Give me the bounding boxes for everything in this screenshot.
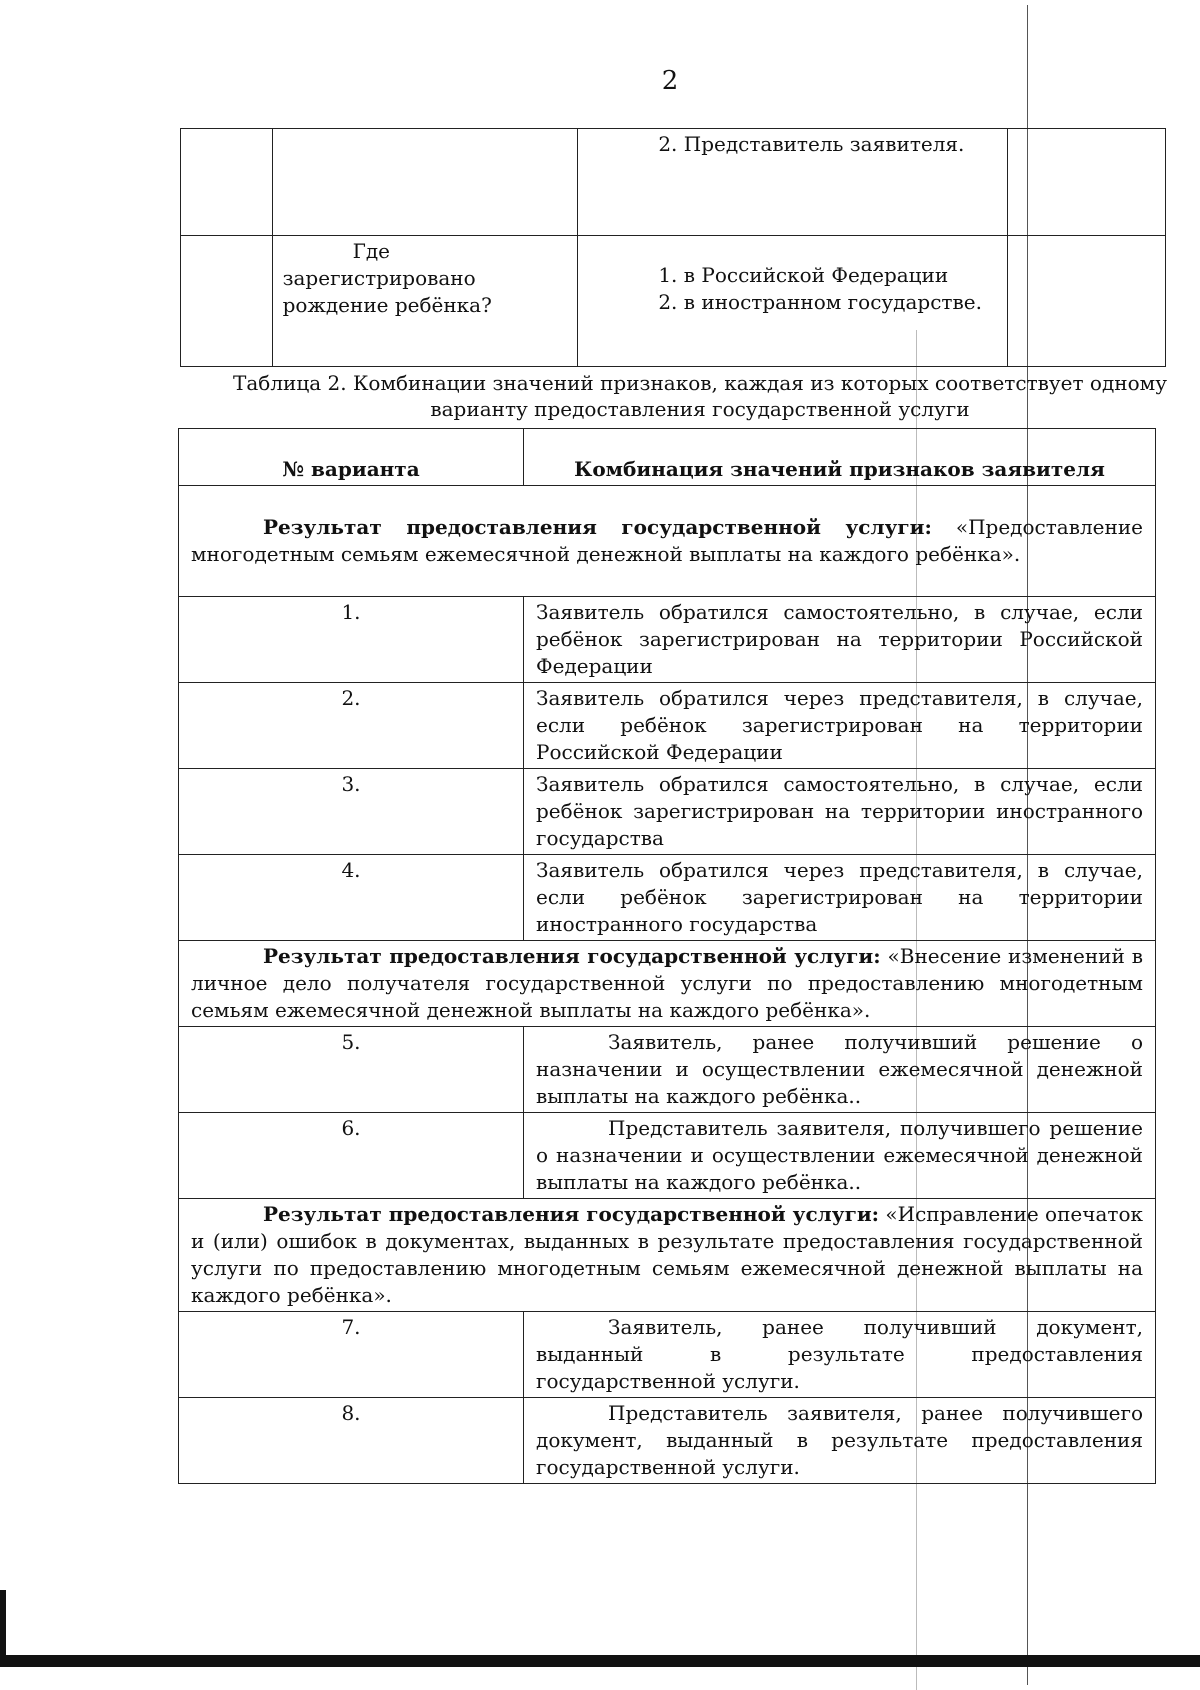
attribute-question (272, 129, 578, 236)
result-text: «Исправление опечаток и (или) ошибок в документах, выданных в результате предоставления государственной услуги по предоставлению многодетным семьям ежемесячной денежной выплаты на каждого ребёнка». (191, 1202, 1143, 1307)
result-cell (179, 941, 1156, 1027)
variant-number: 3. (179, 769, 524, 855)
variant-description: Заявитель обратился через представителя, в случае, если ребёнок зарегистрирован на территории Российской Федерации (536, 686, 1143, 764)
variant-description: Представитель заявителя, ранее получившего документ, выданный в результате предоставления государственной услуги. (536, 1401, 1143, 1479)
scan-artifact-left-border (0, 1590, 6, 1660)
variant-description-cell (524, 1113, 1156, 1199)
variant-number: 7. (179, 1312, 524, 1398)
variants-table (178, 428, 1156, 1484)
table-caption: Таблица 2. Комбинации значений признаков, каждая из которых соответствует одному варианту предоставления государственной услуги (233, 371, 1167, 421)
variant-description: Заявитель обратился самостоятельно, в случае, если ребёнок зарегистрирован на территории Российской Федерации (536, 600, 1143, 678)
variant-row (179, 1113, 1156, 1199)
variant-row (179, 1027, 1156, 1113)
attribute-value: 1. в Российской Федерации (658, 263, 949, 287)
variant-number: 2. (179, 683, 524, 769)
attribute-question (272, 236, 578, 367)
table-cell (1007, 236, 1165, 367)
variant-row (179, 855, 1156, 941)
variant-description: Заявитель, ранее получивший документ, выданный в результате предоставления государственной услуги. (536, 1315, 1143, 1393)
result-row (179, 486, 1156, 597)
attribute-values (578, 129, 1007, 236)
table-row (181, 129, 1166, 236)
result-label: Результат предоставления государственной услуги: (263, 1202, 880, 1226)
table-cell (181, 236, 273, 367)
table-cell (1007, 129, 1165, 236)
table-cell (181, 129, 273, 236)
attribute-value: 2. в иностранном государстве. (658, 290, 982, 314)
table-header-row (179, 429, 1156, 486)
variant-number: 1. (179, 597, 524, 683)
variant-description-cell (524, 1027, 1156, 1113)
variant-row (179, 1398, 1156, 1484)
variant-row (179, 1312, 1156, 1398)
variant-description: Заявитель, ранее получивший решение о назначении и осуществлении ежемесячной денежной выплаты на каждого ребёнка.. (536, 1030, 1143, 1108)
variant-description: Заявитель обратился через представителя, в случае, если ребёнок зарегистрирован на территории иностранного государства (536, 858, 1143, 936)
variant-row (179, 597, 1156, 683)
variant-description-cell (524, 597, 1156, 683)
variant-number: 4. (179, 855, 524, 941)
variant-description-cell (524, 683, 1156, 769)
variant-description: Заявитель обратился самостоятельно, в случае, если ребёнок зарегистрирован на территории иностранного государства (536, 772, 1143, 850)
variant-number: 5. (179, 1027, 524, 1113)
attribute-value: 2. Представитель заявителя. (658, 132, 965, 156)
result-row (179, 941, 1156, 1027)
result-label: Результат предоставления государственной услуги: (263, 944, 881, 968)
variant-number: 6. (179, 1113, 524, 1199)
attributes-table-continuation (180, 128, 1166, 367)
variant-description-cell (524, 1398, 1156, 1484)
variant-row (179, 769, 1156, 855)
variant-description-cell (524, 855, 1156, 941)
result-row (179, 1199, 1156, 1312)
variant-row (179, 683, 1156, 769)
scan-artifact-bottom-border (0, 1655, 1200, 1667)
result-text: «Внесение изменений в личное дело получателя государственной услуги по предоставлению многодетным семьям ежемесячной денежной выплаты на каждого ребёнка». (191, 944, 1143, 1022)
variant-number: 8. (179, 1398, 524, 1484)
header-combination: Комбинация значений признаков заявителя (524, 429, 1156, 486)
variant-description: Представитель заявителя, получившего решение о назначении и осуществлении ежемесячной денежной выплаты на каждого ребёнка.. (536, 1116, 1143, 1194)
result-text: «Предоставление многодетным семьям ежемесячной денежной выплаты на каждого ребёнка». (191, 515, 1144, 566)
header-variant: № варианта (179, 429, 524, 486)
attribute-values (578, 236, 1007, 367)
variant-description-cell (524, 769, 1156, 855)
page-number: 2 (661, 66, 679, 96)
result-cell (179, 1199, 1156, 1312)
result-label: Результат предоставления государственной услуги: (263, 515, 932, 539)
variant-description-cell (524, 1312, 1156, 1398)
result-cell (179, 486, 1156, 597)
table-row (181, 236, 1166, 367)
attribute-question-text: Где зарегистрировано рождение ребёнка? (282, 239, 492, 317)
